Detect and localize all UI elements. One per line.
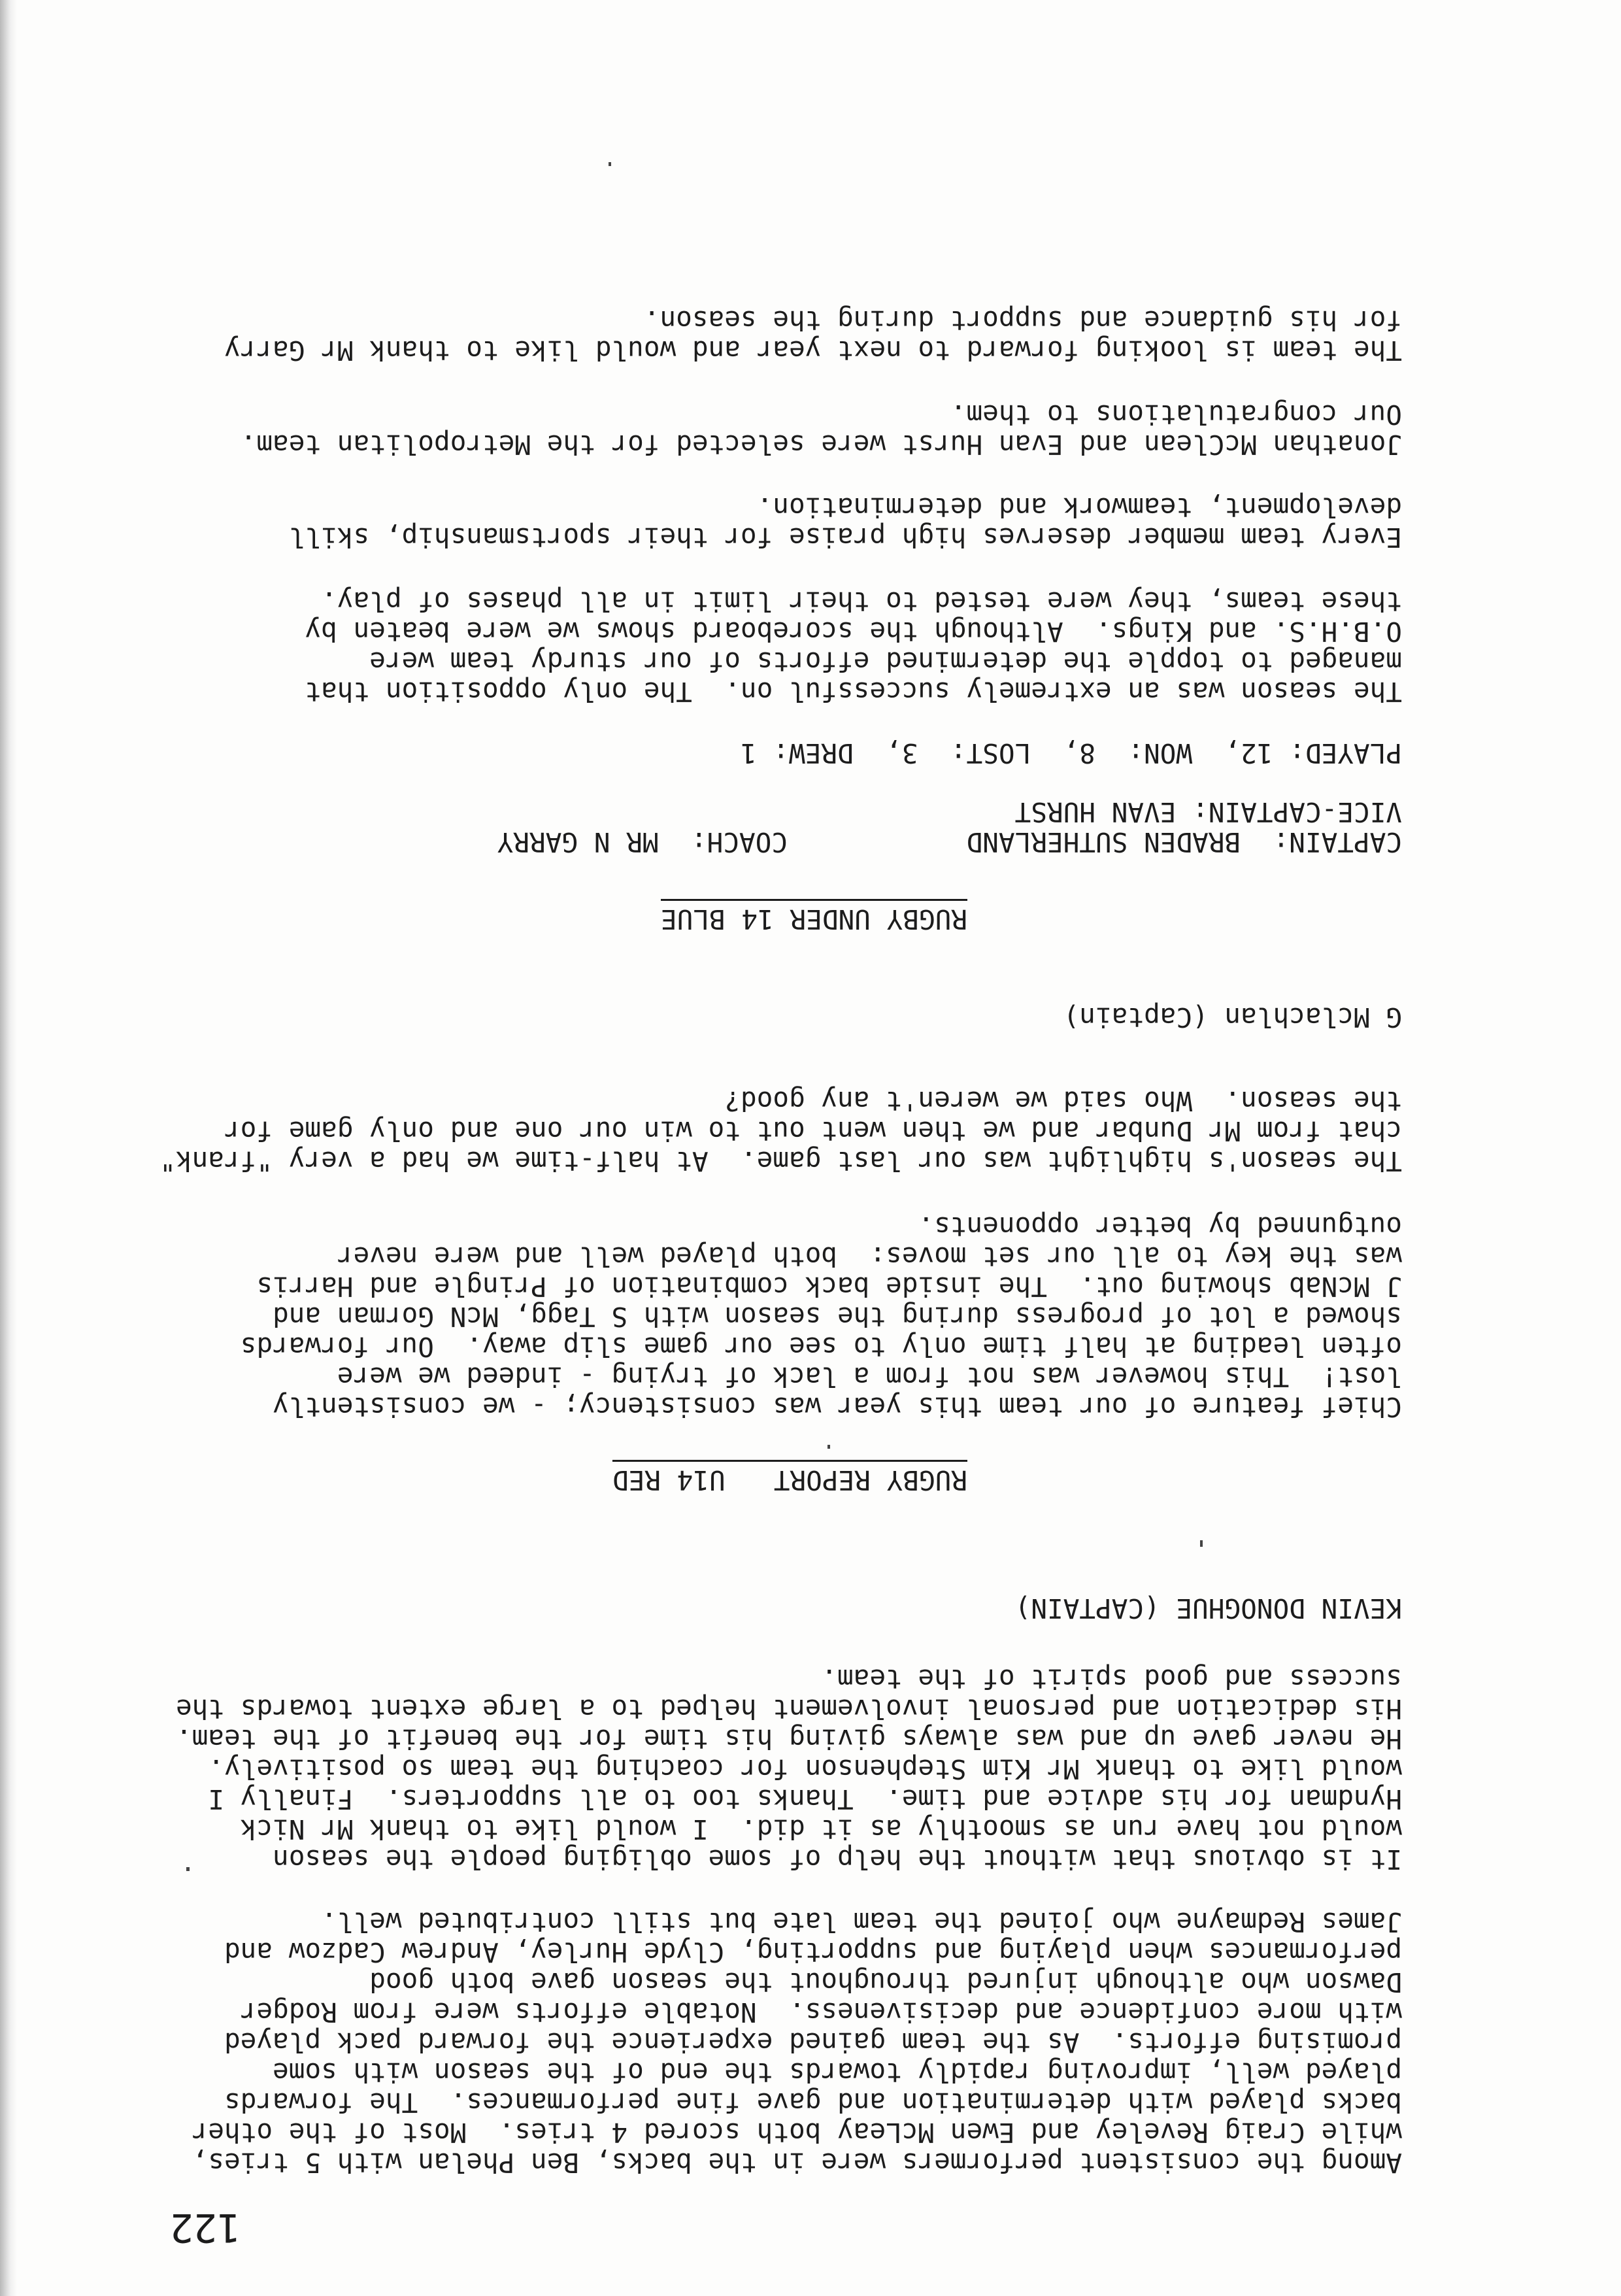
paragraph-1-line-8: performances when playing and supporting, Clyde Hurley, Andrew Cadzow and — [224, 1936, 1402, 1968]
paragraph-1-line-9: James Redmayne who joined the team late but still contributed well. — [321, 1906, 1402, 1938]
paragraph-1-line-7: Dawson who although injured throughout the season gave both good — [369, 1967, 1402, 1998]
paragraph-2-line-2: would not have run as smoothly as it did. I would like to thank Mr Nick — [240, 1814, 1402, 1845]
paragraph-3-line-5: J McNab showing out. The inside back combination of Pringle and Harris — [256, 1271, 1402, 1302]
paragraph-5-line-1: The season was an extremely successful on. The only opposition that — [305, 676, 1402, 707]
paragraph-6-line-2: development, teamwork and determination. — [756, 492, 1402, 523]
paragraph-5-line-3: O.B.H.S. and Kings. Although the scoreboard shows we were beaten by — [305, 616, 1402, 647]
scan-speck — [827, 1445, 830, 1449]
paragraph-2-line-4: would like to thank Mr Kim Stephenson for coaching the team so positively. — [208, 1753, 1402, 1785]
signature-kevin-donoghue: KEVIN DONOGHUE (CAPTAIN) — [1014, 1593, 1402, 1624]
paragraph-7-line-2: Our congratulations to them. — [950, 399, 1402, 430]
paragraph-8-line-2: for his guidance and support during the season. — [643, 305, 1402, 336]
paragraph-2-line-5: He never gave up and was always giving his time for the benefit of the team. — [176, 1723, 1402, 1755]
vice-captain-line: VICE-CAPTAIN: EVAN HURST — [1014, 796, 1402, 828]
paragraph-1-line-5: promising efforts. As the team gained experience the forward pack played — [224, 2027, 1402, 2058]
paragraph-3-line-7: outgunned by better opponents. — [918, 1211, 1402, 1242]
paragraph-3-line-4: showed a lot of progress during the season with S Tagg, McN Gorman and — [273, 1301, 1402, 1332]
scan-speck — [186, 1867, 190, 1871]
paragraph-1-line-6: with more confidence and decisiveness. Notable efforts were from Rodger — [240, 1997, 1402, 2028]
paragraph-5-line-2: managed to topple the determined efforts of our sturdy team were — [369, 646, 1402, 677]
paragraph-7-line-1: Jonathan McClean and Evan Hurst were selected for the Metropolitan team. — [240, 429, 1402, 460]
paragraph-2-line-3: Hyndman for his advice and time. Thanks too to all supporters. Finally I — [208, 1783, 1402, 1815]
season-record-line: PLAYED: 12, WON: 8, LOST: 3, DREW: 1 — [740, 737, 1402, 769]
paragraph-6-line-1: Every team member deserves high praise for their sportsmanship, skill — [288, 522, 1402, 553]
paragraph-4-line-3: the season. Who said we weren't any good? — [724, 1085, 1402, 1117]
scan-speck — [1200, 1540, 1203, 1547]
paragraph-3-line-1: Chief feature of our team this year was consistency; - we consistently — [273, 1391, 1402, 1423]
paragraph-1-line-4: played well, improving rapidly towards the end of the season with some — [273, 2057, 1402, 2088]
paragraph-4-line-1: The season's highlight was our last game. At half-time we had a very "frank" — [159, 1145, 1402, 1177]
captain-line: CAPTAIN: BRADEN SUTHERLAND — [966, 826, 1402, 858]
paragraph-1-line-2: while Craig Reveley and Ewen McLeay both scored 4 tries. Most of the other — [192, 2117, 1402, 2148]
heading-under-14-blue: RUGBY UNDER 14 BLUE — [661, 903, 967, 935]
paragraph-3-line-2: lost! This however was not from a lack of trying - indeed we were — [337, 1361, 1402, 1393]
paragraph-3-line-3: often leading at half time only to see our game slip away. Our forwards — [240, 1331, 1402, 1362]
paragraph-4-line-2: chat from Mr Dunbar and we then went out to win our one and only game for — [224, 1115, 1402, 1147]
coach-line: COACH: MR N GARRY — [497, 826, 788, 858]
paragraph-2-line-1: It is obvious that without the help of some obliging people the season — [273, 1844, 1402, 1875]
paragraph-5-line-4: these teams, they were tested to their limit in all phases of play. — [321, 586, 1402, 617]
paragraph-2-line-6: His dedication and personal involvement helped to a large extent towards the — [176, 1693, 1402, 1725]
paragraph-1-line-1: Among the consistent performers were in the backs, Ben Phelan with 5 tries, — [192, 2147, 1402, 2178]
signature-g-mclachlan: G Mclachlan (Captain) — [1063, 1002, 1402, 1033]
scan-speck — [609, 162, 611, 166]
page-number: 122 — [170, 2204, 241, 2250]
paragraph-1-line-3: backs played with determination and gave fine performances. The forwards — [224, 2087, 1402, 2118]
heading-u14-red: RUGBY REPORT U14 RED — [612, 1464, 967, 1496]
paragraph-3-line-6: was the key to all our set moves: both played well and were never — [337, 1241, 1402, 1272]
paragraph-2-line-7: success and good spirit of the team. — [821, 1663, 1402, 1695]
paragraph-8-line-1: The team is looking forward to next year and would like to thank Mr Garry — [224, 335, 1402, 366]
